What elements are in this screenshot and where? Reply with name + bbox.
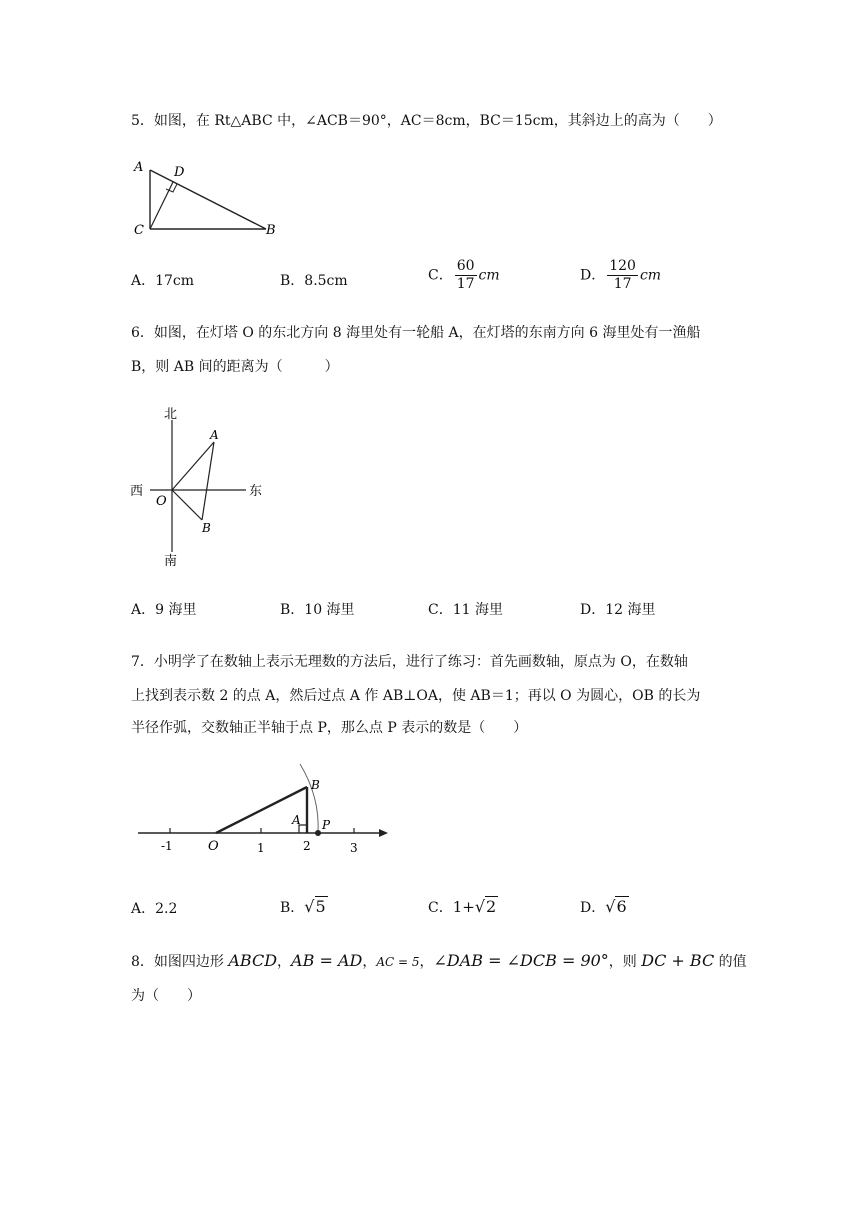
q7-label-two: 2 xyxy=(303,839,311,853)
q5-label-D: D xyxy=(174,165,185,180)
q8-math-dc-bc: DC + BC xyxy=(641,951,715,970)
sqrt-icon: √ xyxy=(304,897,315,916)
q6-compass-figure xyxy=(126,402,276,572)
q7-option-c-radicand: 2 xyxy=(486,897,497,916)
q7-stem-line2: 上找到表示数 2 的点 A，然后过点 A 作 AB⊥OA，使 AB＝1；再以 O 为圆心，OB 的长为 xyxy=(131,688,701,704)
q6-option-d[interactable]: D．12 海里 xyxy=(580,602,656,618)
q5-option-c-fraction xyxy=(455,258,477,293)
q5-option-c-numerator: 60 xyxy=(456,258,475,274)
q5-option-b[interactable]: B．8.5cm xyxy=(280,273,348,289)
q5-option-a[interactable]: A．17cm xyxy=(131,273,195,289)
q8-text-2: ， xyxy=(277,954,292,970)
q6-label-A: A xyxy=(210,428,219,442)
q5-option-c-denominator: 17 xyxy=(456,276,475,292)
q7-option-b-prefix: B． xyxy=(280,900,305,916)
q8-text-1: 8．如图四边形 xyxy=(131,954,229,970)
q8-text-3: ， xyxy=(362,954,377,970)
sqrt-icon: √ xyxy=(474,897,486,916)
q5-label-B: B xyxy=(266,223,276,238)
q5-option-d[interactable] xyxy=(580,258,661,293)
q7-option-d-sqrt xyxy=(605,897,628,917)
q8-stem-line1 xyxy=(131,951,747,972)
q7-option-b-sqrt xyxy=(304,897,327,917)
q5-option-c-prefix: C． xyxy=(428,267,453,284)
q7-label-P: P xyxy=(322,818,331,832)
q6-label-east: 东 xyxy=(249,484,263,499)
q8-text-4: ， xyxy=(419,954,434,970)
q7-stem-line1: 7．小明学了在数轴上表示无理数的方法后，进行了练习：首先画数轴，原点为 O，在数轴 xyxy=(131,654,688,670)
q8-math-ab-ad: AB = AD xyxy=(291,951,363,970)
q7-number-line-figure xyxy=(130,762,400,862)
q5-option-d-numerator: 120 xyxy=(609,258,636,274)
q5-option-c[interactable] xyxy=(428,258,500,293)
q5-option-d-denominator: 17 xyxy=(613,276,632,292)
q7-label-B: B xyxy=(311,778,320,792)
q6-option-b[interactable]: B．10 海里 xyxy=(280,602,355,618)
q7-option-c-sqrt xyxy=(475,897,498,917)
q7-option-b[interactable] xyxy=(280,897,328,918)
q8-text-5: ，则 xyxy=(608,954,642,970)
q6-label-B: B xyxy=(202,521,211,535)
q5-option-d-unit: cm xyxy=(639,267,662,284)
q6-label-north: 北 xyxy=(164,407,178,422)
q7-option-a[interactable]: A．2.2 xyxy=(131,901,178,917)
q5-label-A: A xyxy=(134,160,144,175)
q7-label-three: 3 xyxy=(350,841,358,855)
q5-option-d-fraction xyxy=(607,258,638,293)
q7-label-A: A xyxy=(292,813,301,827)
q6-label-south: 南 xyxy=(164,554,178,569)
q7-option-d[interactable] xyxy=(580,897,629,918)
q7-option-b-radicand: 5 xyxy=(315,897,326,916)
q6-label-O: O xyxy=(156,494,167,509)
q6-option-c[interactable]: C．11 海里 xyxy=(428,602,503,618)
q7-option-d-radicand: 6 xyxy=(616,897,627,916)
q6-stem-line1: 6．如图，在灯塔 O 的东北方向 8 海里处有一轮船 A，在灯塔的东南方向 6 海里处有一渔船 xyxy=(131,325,701,341)
q8-text-6: 的值 xyxy=(714,954,747,970)
q5-figure xyxy=(128,153,288,243)
q7-option-d-prefix: D． xyxy=(580,900,606,916)
q6-option-a[interactable]: A．9 海里 xyxy=(131,602,197,618)
q5-label-C: C xyxy=(134,223,144,238)
q8-math-angles: ∠DAB = ∠DCB = 90° xyxy=(433,951,609,970)
q7-option-c[interactable] xyxy=(428,897,498,918)
q5-option-c-unit: cm xyxy=(478,267,500,284)
q7-option-c-prefix: C． xyxy=(428,900,453,916)
q7-option-c-pre: 1+ xyxy=(452,898,475,916)
q8-math-ac: AC = 5 xyxy=(376,955,420,969)
q8-stem-line2: 为（ ） xyxy=(131,988,201,1004)
q7-label-O: O xyxy=(208,839,219,854)
q6-label-west: 西 xyxy=(130,484,144,499)
q5-stem: 5．如图，在 Rt△ABC 中，∠ACB＝90°，AC＝8cm，BC＝15cm，其斜边上的高为（ ） xyxy=(131,113,722,129)
sqrt-icon: √ xyxy=(605,897,616,916)
q8-math-abcd: ABCD xyxy=(228,951,278,970)
q5-option-d-prefix: D． xyxy=(580,267,606,284)
q6-stem-line2: B，则 AB 间的距离为（ ） xyxy=(131,359,339,375)
q7-label-one: 1 xyxy=(257,841,265,855)
q7-stem-line3: 半径作弧，交数轴正半轴于点 P，那么点 P 表示的数是（ ） xyxy=(131,720,528,736)
q7-label-minus-one: -1 xyxy=(161,839,173,853)
